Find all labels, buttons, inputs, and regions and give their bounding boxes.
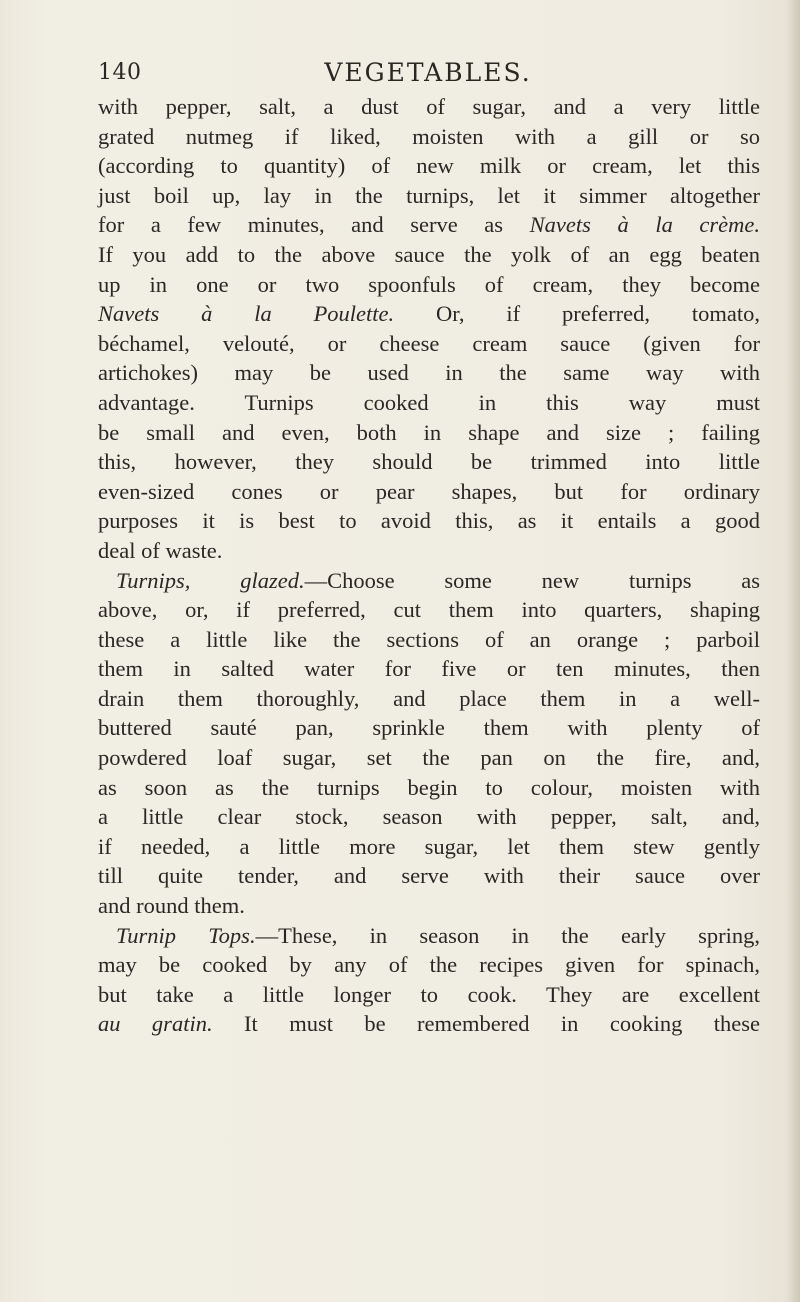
text-line: drain them thoroughly, and place them in a well- [98,685,760,711]
text-line: deal of waste. [98,537,223,563]
section-heading: Turnips, glazed. [116,567,305,593]
body-text [98,92,760,1039]
text-line: artichokes) may be used in the same way with [98,360,760,386]
page-edge-shadow [786,0,800,1302]
text-line: grated nutmeg if liked, moisten with a gill or so [98,123,760,149]
text-line: these a little like the sections of an orange ; parboil [98,626,760,652]
text-line: advantage. Turnips cooked in this way must [98,389,760,415]
text-line: above, or, if preferred, cut them into quarters, shaping [98,597,760,623]
text-line: this, however, they should be trimmed into little [98,449,760,475]
page-header [98,58,758,94]
text-line: au gratin. It must be remembered in cooking these [98,1011,760,1037]
italic-phrase: au gratin. [98,1011,213,1037]
text-line: may be cooked by any of the recipes given for spinach, [98,952,760,978]
text-line: Turnips, glazed.—Choose some new turnips as [116,567,760,593]
italic-phrase: Navets à la Poulette. [98,301,395,327]
text-line: if needed, a little more sugar, let them stew gently [98,833,760,859]
text-line: just boil up, lay in the turnips, let it simmer altogether [98,182,760,208]
section-heading: Turnip Tops. [116,922,256,948]
text-line: and round them. [98,893,245,919]
running-title: VEGETABLES. [324,58,532,87]
text-line: Navets à la Poulette. Or, if preferred, tomato, [98,301,760,327]
text-line: béchamel, velouté, or cheese cream sauce (given for [98,330,760,356]
text-line: (according to quantity) of new milk or cream, let this [98,153,760,179]
text-line: a little clear stock, season with pepper, salt, and, [98,804,760,830]
text-line: buttered sauté pan, sprinkle them with plenty of [98,715,760,741]
text-line: for a few minutes, and serve as Navets à la crème. [98,212,760,238]
italic-phrase: Navets à la crème. [529,212,760,238]
text-line: them in salted water for five or ten minutes, then [98,656,760,682]
text-line: as soon as the turnips begin to colour, moisten with [98,774,760,800]
text-line: purposes it is best to avoid this, as it entails a good [98,508,760,534]
text-line: with pepper, salt, a dust of sugar, and a very little [98,94,760,119]
text-line: Turnip Tops.—These, in season in the early spring, [116,922,761,948]
text-line: till quite tender, and serve with their sauce over [98,863,760,889]
text-line: even-sized cones or pear shapes, but for ordinary [98,478,760,504]
text-line: If you add to the above sauce the yolk of an egg beaten [98,241,760,267]
page-number: 140 [98,60,142,85]
text-line: powdered loaf sugar, set the pan on the fire, and, [98,745,760,771]
text-line: be small and even, both in shape and size ; failing [98,419,760,445]
text-line: but take a little longer to cook. They are excellent [98,981,760,1007]
text-line: up in one or two spoonfuls of cream, they become [98,271,760,297]
